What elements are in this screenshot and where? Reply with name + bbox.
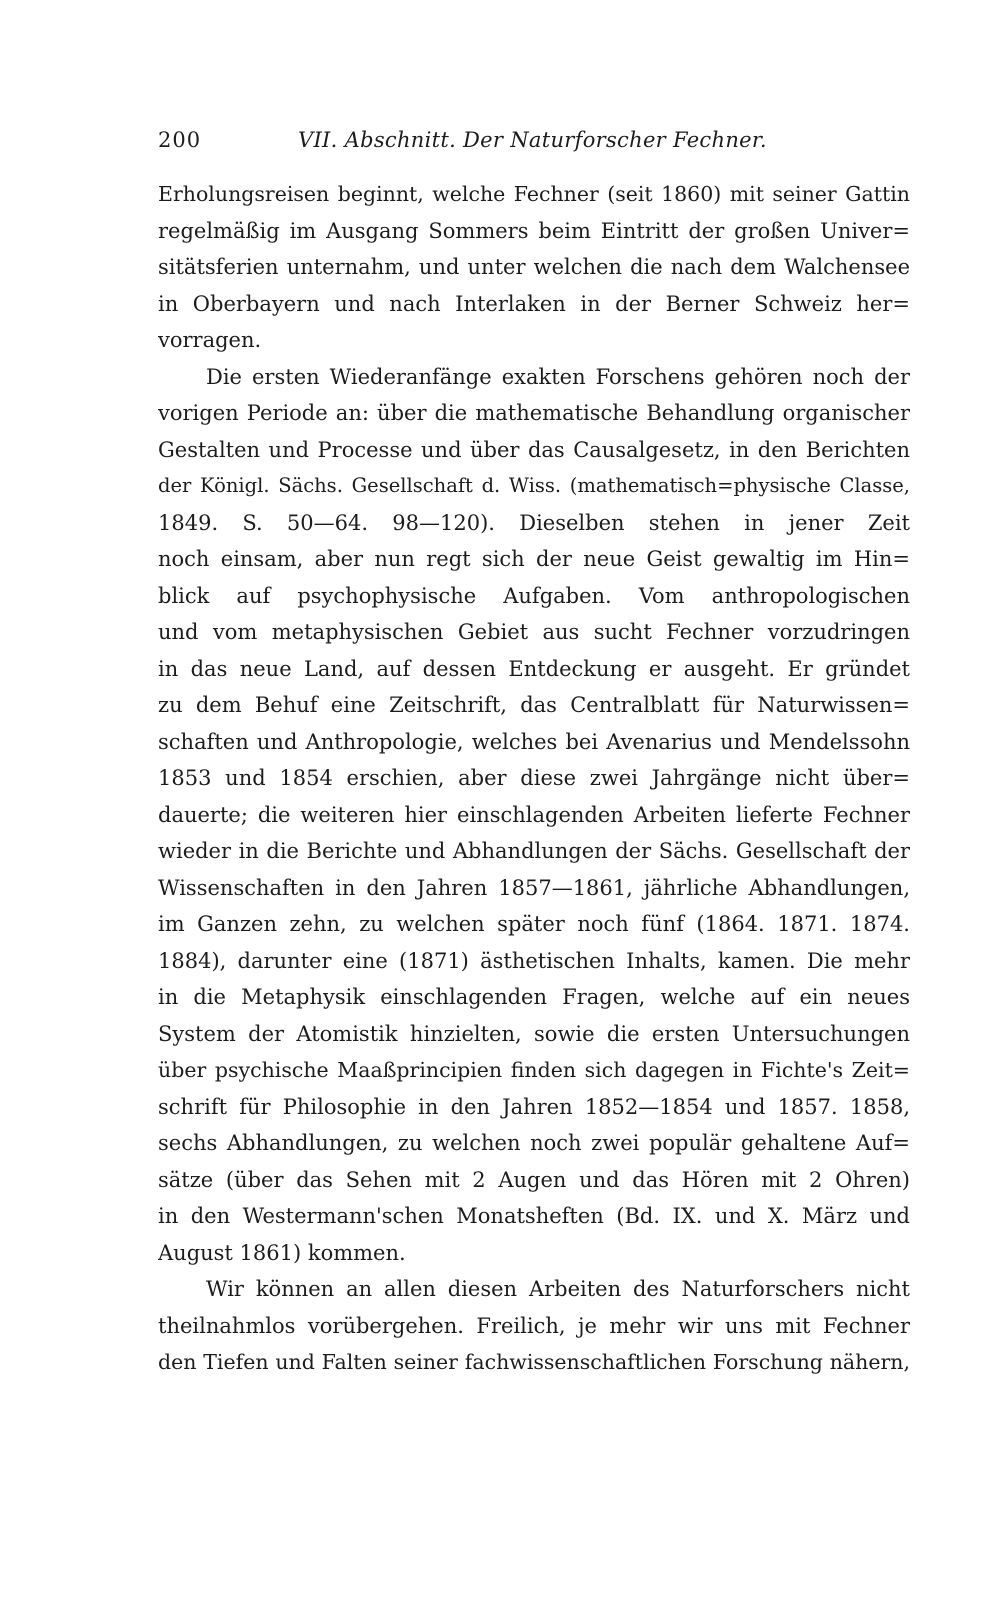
text-line: der Königl. Sächs. Gesellschaft d. Wiss. (mathematisch=physische Classe, <box>158 474 910 497</box>
text-line: vorigen Periode an: über die mathematische Behandlung organischer <box>158 401 910 425</box>
text-line: in Oberbayern und nach Interlaken in der Berner Schweiz her= <box>158 291 910 316</box>
text-line: dauerte; die weiteren hier einschlagenden Arbeiten lieferte Fechner <box>158 802 910 827</box>
text-line: theilnahmlos vorübergehen. Freilich, je mehr wir uns mit Fechner <box>158 1313 910 1338</box>
text-line: Die ersten Wiederanfänge exakten Forschens gehören noch der <box>206 364 910 389</box>
text-line: noch einsam, aber nun regt sich der neue Geist gewaltig im Hin= <box>158 547 910 571</box>
running-head <box>158 128 910 160</box>
text-line: System der Atomistik hinzielten, sowie die ersten Untersuchungen <box>158 1021 910 1046</box>
text-line: Wir können an allen diesen Arbeiten des Naturforschers nicht <box>206 1277 910 1301</box>
text-line: Gestalten und Processe und über das Causalgesetz, in den Berichten <box>158 437 910 462</box>
paragraph <box>158 1271 910 1381</box>
body-text <box>158 176 910 1381</box>
text-line: 1853 und 1854 erschien, aber diese zwei Jahrgänge nicht über= <box>158 766 910 790</box>
paragraph <box>158 359 910 1272</box>
text-line: schrift für Philosophie in den Jahren 1852—1854 und 1857. 1858, <box>158 1094 910 1119</box>
text-line: in den Westermann'schen Monatsheften (Bd. IX. und X. März und <box>158 1204 910 1228</box>
text-line: 1884), darunter eine (1871) ästhetischen Inhalts, kamen. Die mehr <box>158 948 910 973</box>
text-line: und vom metaphysischen Gebiet aus sucht Fechner vorzudringen <box>158 620 910 644</box>
paragraph <box>158 176 910 359</box>
text-line: vorragen. <box>158 328 262 352</box>
text-line: Wissenschaften in den Jahren 1857—1861, jährliche Abhandlungen, <box>158 875 910 900</box>
text-line: über psychische Maaßprincipien finden sich dagegen in Fichte's Zeit= <box>158 1058 910 1082</box>
text-line: in die Metaphysik einschlagenden Fragen, welche auf ein neues <box>158 985 910 1009</box>
text-line: sitätsferien unternahm, und unter welchen die nach dem Walchensee <box>158 255 910 279</box>
text-line: regelmäßig im Ausgang Sommers beim Eintritt der großen Univer= <box>158 218 910 243</box>
chapter-title: VII. Abschnitt. Der Naturforscher Fechner. <box>298 128 767 152</box>
text-line: den Tiefen und Falten seiner fachwissenschaftlichen Forschung nähern, <box>158 1350 910 1374</box>
text-line: Erholungsreisen beginnt, welche Fechner (seit 1860) mit seiner Gattin <box>158 182 910 206</box>
page-number: 200 <box>158 128 202 152</box>
text-line: in das neue Land, auf dessen Entdeckung er ausgeht. Er gründet <box>158 656 910 681</box>
text-line: sätze (über das Sehen mit 2 Augen und das Hören mit 2 Ohren) <box>158 1167 910 1192</box>
text-line: August 1861) kommen. <box>158 1240 406 1265</box>
text-line: im Ganzen zehn, zu welchen später noch fünf (1864. 1871. 1874. <box>158 912 910 936</box>
text-line: schaften und Anthropologie, welches bei Avenarius und Mendelssohn <box>158 729 910 754</box>
text-line: 1849. S. 50—64. 98—120). Dieselben stehen in jener Zeit <box>158 510 910 535</box>
text-line: blick auf psychophysische Aufgaben. Vom anthropologischen <box>158 583 910 608</box>
text-line: zu dem Behuf eine Zeitschrift, das Centralblatt für Naturwissen= <box>158 693 910 717</box>
text-line: wieder in die Berichte und Abhandlungen der Sächs. Gesellschaft der <box>158 839 910 863</box>
text-line: sechs Abhandlungen, zu welchen noch zwei populär gehaltene Auf= <box>158 1131 910 1155</box>
